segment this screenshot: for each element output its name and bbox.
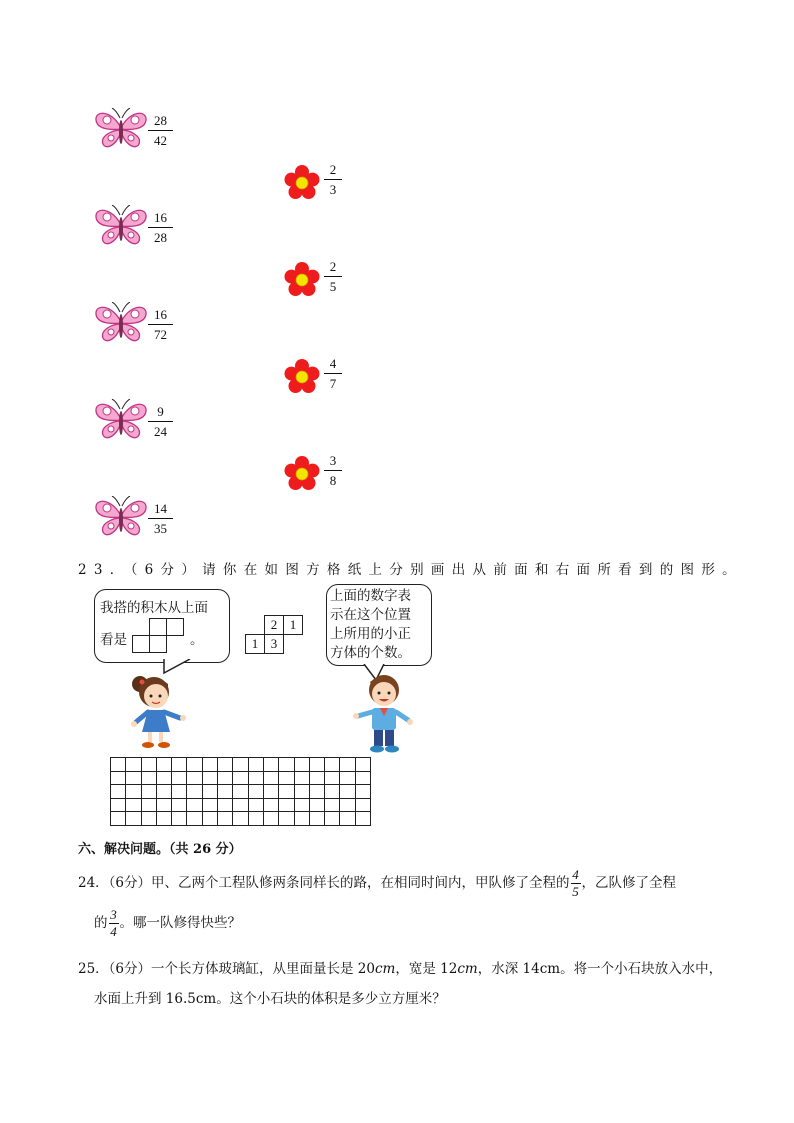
numerator: 28: [154, 113, 167, 128]
girl-bubble-line1: 我搭的积木从上面: [100, 600, 208, 616]
numerator: 4: [572, 867, 579, 882]
flower-icon: [284, 262, 320, 298]
denominator: 5: [572, 884, 579, 899]
fraction-bar: [324, 276, 342, 277]
grid-cell[interactable]: [202, 798, 217, 812]
question-24-line1: [78, 868, 676, 899]
fraction-bar: [148, 518, 173, 519]
grid-cell[interactable]: [294, 771, 309, 785]
grid-cell[interactable]: [218, 771, 233, 785]
grid-cell[interactable]: [233, 771, 248, 785]
q24-part2: ，乙队修了全程: [581, 875, 677, 891]
grid-cell[interactable]: [111, 798, 126, 812]
girl-bubble-line2-pre: 看是: [100, 632, 127, 648]
fraction-bar: [324, 470, 342, 471]
grid-cell[interactable]: [325, 812, 340, 826]
section-6-heading: 六、解决问题。（共 26 分）: [78, 842, 242, 857]
question-24-line2: [94, 908, 241, 939]
grid-cell[interactable]: [309, 771, 324, 785]
unit: cm: [457, 961, 478, 977]
grid-cell[interactable]: [279, 771, 294, 785]
grid-cell[interactable]: [263, 771, 278, 785]
fraction-bar: [324, 179, 342, 180]
grid-cell[interactable]: [355, 771, 370, 785]
boy-speech-bubble: [326, 584, 432, 666]
grid-cell[interactable]: [355, 785, 370, 799]
grid-cell[interactable]: [218, 785, 233, 799]
question-25-line2: 水面上升到 16.5cm。这个小石块的体积是多少立方厘米？: [94, 991, 446, 1007]
grid-cell[interactable]: [233, 758, 248, 772]
q24-part1: 24．（6分）甲、乙两个工程队修两条同样长的路，在相同时间内，甲队修了全程的: [78, 875, 570, 891]
fraction: [324, 356, 342, 391]
fraction-bar: [148, 227, 173, 228]
grid-cell[interactable]: [263, 758, 278, 772]
grid-cell[interactable]: [126, 798, 141, 812]
q25-part2: ，宽是 12: [395, 961, 458, 977]
grid-cell[interactable]: [111, 758, 126, 772]
butterfly-icon: [94, 496, 148, 538]
numerator: 2: [329, 162, 337, 177]
question-23-text: 23．（6分）请你在如图方格纸上分别画出从前面和右面所看到的图形。: [78, 562, 743, 578]
grid-cell[interactable]: [141, 812, 156, 826]
grid-cell[interactable]: [111, 785, 126, 799]
denominator: 5: [329, 279, 337, 294]
fraction-bar: [148, 130, 173, 131]
grid-cell[interactable]: [141, 758, 156, 772]
grid-cell[interactable]: [187, 758, 202, 772]
grid-cell[interactable]: [279, 785, 294, 799]
plan-view-numbers: [245, 615, 303, 654]
grid-cell[interactable]: [340, 771, 355, 785]
grid-cell[interactable]: [172, 798, 187, 812]
fraction-bar: [324, 373, 342, 374]
grid-cell[interactable]: [325, 771, 340, 785]
unit: cm: [375, 961, 396, 977]
grid-cell[interactable]: [202, 771, 217, 785]
grid-cell[interactable]: [248, 771, 263, 785]
grid-cell[interactable]: [355, 812, 370, 826]
denominator: 4: [110, 924, 117, 939]
grid-cell[interactable]: [294, 812, 309, 826]
q25-part3: ，水深 14cm。将一个小石块放入水中，: [477, 961, 723, 977]
grid-cell[interactable]: [202, 785, 217, 799]
flower-icon: [284, 359, 320, 395]
flower-icon: [284, 456, 320, 492]
grid-cell[interactable]: [355, 798, 370, 812]
grid-cell[interactable]: [294, 798, 309, 812]
boy-bubble-line: 上面的数字表: [330, 588, 411, 604]
boy-bubble-line: 示在这个位置: [330, 607, 411, 623]
butterfly-icon: [94, 302, 148, 344]
butterfly-icon: [94, 205, 148, 247]
fraction: [148, 307, 173, 342]
girl-bubble-line2-post: 。: [190, 632, 204, 648]
numerator: 9: [157, 404, 164, 419]
fraction: [148, 501, 173, 536]
plan-cell: 1: [246, 635, 265, 654]
grid-cell[interactable]: [172, 758, 187, 772]
denominator: 72: [154, 327, 167, 342]
grid-cell[interactable]: [248, 758, 263, 772]
grid-cell[interactable]: [309, 785, 324, 799]
denominator: 3: [329, 182, 337, 197]
grid-cell[interactable]: [156, 798, 171, 812]
grid-cell[interactable]: [187, 785, 202, 799]
fraction: [571, 868, 581, 899]
grid-cell[interactable]: [141, 785, 156, 799]
numerator: 4: [329, 356, 337, 371]
grid-cell[interactable]: [340, 785, 355, 799]
grid-cell[interactable]: [156, 812, 171, 826]
numerator: 16: [154, 210, 167, 225]
denominator: 35: [154, 521, 167, 536]
grid-cell[interactable]: [111, 812, 126, 826]
grid-cell[interactable]: [156, 758, 171, 772]
numerator: 3: [110, 907, 117, 922]
girl-speech-bubble: [94, 589, 230, 663]
grid-cell[interactable]: [141, 771, 156, 785]
grid-cell[interactable]: [218, 758, 233, 772]
grid-cell[interactable]: [126, 785, 141, 799]
grid-cell[interactable]: [172, 771, 187, 785]
grid-cell[interactable]: [187, 798, 202, 812]
fraction-bar: [148, 324, 173, 325]
fraction: [109, 908, 119, 939]
q24-part3: 的: [94, 915, 108, 931]
flower-icon: [284, 165, 320, 201]
grid-cell[interactable]: [248, 785, 263, 799]
grid-cell[interactable]: [218, 812, 233, 826]
grid-cell[interactable]: [340, 758, 355, 772]
grid-cell[interactable]: [340, 812, 355, 826]
grid-cell[interactable]: [309, 798, 324, 812]
grid-cell[interactable]: [172, 812, 187, 826]
grid-cell[interactable]: [156, 785, 171, 799]
grid-cell[interactable]: [294, 785, 309, 799]
grid-cell[interactable]: [263, 798, 278, 812]
butterfly-icon: [94, 399, 148, 441]
grid-cell[interactable]: [309, 812, 324, 826]
fraction: [324, 162, 342, 197]
grid-cell[interactable]: [263, 785, 278, 799]
grid-cell[interactable]: [355, 758, 370, 772]
numerator: 14: [154, 501, 167, 516]
grid-cell[interactable]: [233, 812, 248, 826]
grid-cell[interactable]: [309, 758, 324, 772]
grid-cell[interactable]: [233, 785, 248, 799]
numerator: 2: [329, 259, 337, 274]
grid-cell[interactable]: [126, 758, 141, 772]
grid-cell[interactable]: [325, 798, 340, 812]
grid-cell[interactable]: [248, 798, 263, 812]
grid-cell[interactable]: [187, 812, 202, 826]
grid-cell[interactable]: [325, 785, 340, 799]
fraction: [324, 453, 342, 488]
numerator: 3: [329, 453, 337, 468]
denominator: 28: [154, 230, 167, 245]
grid-cell[interactable]: [279, 758, 294, 772]
denominator: 24: [154, 424, 167, 439]
grid-cell[interactable]: [126, 771, 141, 785]
grid-cell[interactable]: [248, 812, 263, 826]
grid-cell[interactable]: [141, 798, 156, 812]
denominator: 42: [154, 133, 167, 148]
fraction: [148, 113, 173, 148]
grid-cell[interactable]: [172, 785, 187, 799]
grid-cell[interactable]: [126, 812, 141, 826]
fraction: [324, 259, 342, 294]
denominator: 8: [329, 473, 337, 488]
top-view-shape-icon: [132, 616, 186, 654]
plan-cell: 2: [265, 616, 284, 635]
fraction: [148, 404, 173, 439]
fraction-bar: [148, 421, 173, 422]
grid-cell[interactable]: [233, 798, 248, 812]
grid-cell[interactable]: [156, 771, 171, 785]
q25-part1: 25．（6分）一个长方体玻璃缸，从里面量长是 20: [78, 961, 375, 977]
boy-character-icon: [350, 672, 414, 756]
grid-cell[interactable]: [279, 812, 294, 826]
boy-bubble-line: 上所用的小正: [330, 626, 411, 642]
butterfly-icon: [94, 108, 148, 150]
q24-part4: 。哪一队修得快些？: [119, 915, 241, 931]
grid-cell[interactable]: [202, 812, 217, 826]
plan-cell: 1: [284, 616, 303, 635]
grid-paper[interactable]: [110, 757, 371, 826]
grid-cell[interactable]: [218, 798, 233, 812]
numerator: 16: [154, 307, 167, 322]
grid-cell[interactable]: [111, 771, 126, 785]
question-25-line1: [78, 957, 722, 977]
grid-cell[interactable]: [202, 758, 217, 772]
grid-cell[interactable]: [279, 798, 294, 812]
fraction: [148, 210, 173, 245]
plan-cell: 3: [265, 635, 284, 654]
girl-character-icon: [120, 670, 192, 752]
grid-cell[interactable]: [340, 798, 355, 812]
grid-cell[interactable]: [294, 758, 309, 772]
grid-cell[interactable]: [187, 771, 202, 785]
grid-cell[interactable]: [325, 758, 340, 772]
denominator: 7: [329, 376, 337, 391]
boy-bubble-line: 方体的个数。: [330, 645, 411, 661]
grid-cell[interactable]: [263, 812, 278, 826]
